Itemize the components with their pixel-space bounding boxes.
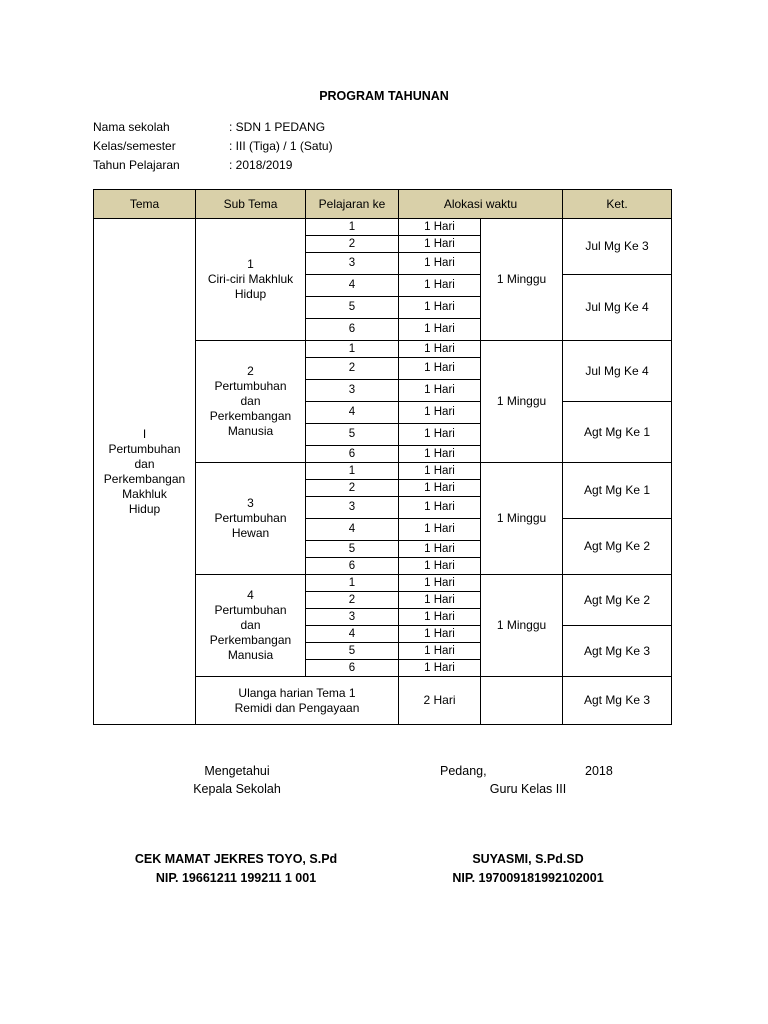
- cell-line: Manusia: [227, 648, 274, 662]
- lesson-number-cell: 1: [306, 463, 399, 480]
- duration-cell: 1 Hari: [399, 660, 481, 677]
- lesson-number-cell: 5: [306, 643, 399, 660]
- header-ket: Ket.: [563, 190, 672, 219]
- cell-line: Perkembangan: [209, 633, 292, 647]
- duration-cell: 1 Hari: [399, 402, 481, 424]
- ulangan-cell: [196, 677, 399, 725]
- allocation-cell: 1 Minggu: [481, 575, 563, 677]
- cell-line: Pertumbuhan: [214, 603, 287, 617]
- lesson-number-cell: 6: [306, 558, 399, 575]
- duration-cell: 1 Hari: [399, 446, 481, 463]
- cell-line: dan: [240, 394, 261, 408]
- info-label: Tahun Pelajaran: [93, 158, 180, 172]
- table-row: [94, 219, 672, 236]
- duration-cell: 1 Hari: [399, 541, 481, 558]
- duration-cell: 1 Hari: [399, 236, 481, 253]
- lesson-number-cell: 6: [306, 660, 399, 677]
- lesson-number-cell: 5: [306, 424, 399, 446]
- duration-cell: 1 Hari: [399, 358, 481, 380]
- ulangan-allocation-cell: [481, 677, 563, 725]
- ulangan-ket-cell: Agt Mg Ke 3: [563, 677, 672, 725]
- info-value: : 2018/2019: [229, 158, 293, 172]
- ulangan-duration-cell: 2 Hari: [399, 677, 481, 725]
- header-tema: Tema: [94, 190, 196, 219]
- lesson-number-cell: 1: [306, 341, 399, 358]
- lesson-number-cell: 1: [306, 575, 399, 592]
- cell-line: I: [142, 426, 147, 441]
- lesson-number-cell: 2: [306, 358, 399, 380]
- header-pelajaran-ke: Pelajaran ke: [306, 190, 399, 219]
- sig-left-name: CEK MAMAT JEKRES TOYO, S.Pd: [134, 852, 338, 866]
- header-sub-tema: Sub Tema: [196, 190, 306, 219]
- subtema-cell: [196, 341, 306, 463]
- duration-cell: 1 Hari: [399, 519, 481, 541]
- lesson-number-cell: 2: [306, 592, 399, 609]
- lesson-number-cell: 3: [306, 380, 399, 402]
- duration-cell: 1 Hari: [399, 341, 481, 358]
- duration-cell: 1 Hari: [399, 253, 481, 275]
- table-header-row: [94, 190, 672, 219]
- duration-cell: 1 Hari: [399, 609, 481, 626]
- cell-line: Manusia: [227, 424, 274, 438]
- duration-cell: 1 Hari: [399, 592, 481, 609]
- ket-cell: Jul Mg Ke 3: [563, 219, 672, 275]
- ket-cell: Agt Mg Ke 1: [563, 463, 672, 519]
- subtema-cell: [196, 463, 306, 575]
- lesson-number-cell: 4: [306, 626, 399, 643]
- ket-cell: Agt Mg Ke 3: [563, 626, 672, 677]
- duration-cell: 1 Hari: [399, 497, 481, 519]
- duration-cell: 1 Hari: [399, 297, 481, 319]
- lesson-number-cell: 4: [306, 519, 399, 541]
- duration-cell: 1 Hari: [399, 626, 481, 643]
- duration-cell: 1 Hari: [399, 380, 481, 402]
- cell-line: 4: [247, 588, 254, 602]
- cell-line: Pertumbuhan: [214, 379, 287, 393]
- ket-cell: Agt Mg Ke 1: [563, 402, 672, 463]
- lesson-number-cell: 1: [306, 219, 399, 236]
- tema-cell: [94, 219, 196, 725]
- sig-right-role: Guru Kelas III: [489, 782, 567, 796]
- lesson-number-cell: 6: [306, 319, 399, 341]
- sig-right-nip: NIP. 197009181992102001: [452, 871, 604, 885]
- lesson-number-cell: 2: [306, 236, 399, 253]
- cell-line: Hidup: [234, 287, 267, 301]
- cell-line: Hewan: [231, 526, 270, 540]
- lesson-number-cell: 5: [306, 541, 399, 558]
- lesson-number-cell: 2: [306, 480, 399, 497]
- lesson-number-cell: 3: [306, 253, 399, 275]
- cell-line: Makhluk: [122, 486, 167, 501]
- sig-right-year: 2018: [585, 764, 613, 778]
- cell-line: 3: [247, 496, 254, 510]
- subtema-cell: [196, 575, 306, 677]
- lesson-number-cell: 3: [306, 497, 399, 519]
- sig-right-place: Pedang,: [440, 764, 487, 778]
- duration-cell: 1 Hari: [399, 480, 481, 497]
- lesson-number-cell: 6: [306, 446, 399, 463]
- cell-line: Ciri-ciri Makhluk: [207, 272, 294, 286]
- lesson-number-cell: 4: [306, 275, 399, 297]
- allocation-cell: 1 Minggu: [481, 463, 563, 575]
- info-value: : III (Tiga) / 1 (Satu): [229, 139, 333, 153]
- info-value: : SDN 1 PEDANG: [229, 120, 326, 134]
- sig-left-nip: NIP. 19661211 199211 1 001: [155, 871, 317, 885]
- program-table: [93, 189, 672, 725]
- duration-cell: 1 Hari: [399, 319, 481, 341]
- ket-cell: Agt Mg Ke 2: [563, 575, 672, 626]
- duration-cell: 1 Hari: [399, 575, 481, 592]
- ket-cell: Jul Mg Ke 4: [563, 275, 672, 341]
- cell-line: Pertumbuhan: [214, 511, 287, 525]
- page-title: PROGRAM TAHUNAN: [319, 89, 449, 103]
- info-label: Kelas/semester: [93, 139, 176, 153]
- duration-cell: 1 Hari: [399, 275, 481, 297]
- subtema-cell: [196, 219, 306, 341]
- allocation-cell: 1 Minggu: [481, 219, 563, 341]
- cell-line: Remidi dan Pengayaan: [234, 700, 360, 715]
- duration-cell: 1 Hari: [399, 463, 481, 480]
- duration-cell: 1 Hari: [399, 219, 481, 236]
- cell-line: Perkembangan: [209, 409, 292, 423]
- cell-line: 1: [247, 257, 254, 271]
- ket-cell: Agt Mg Ke 2: [563, 519, 672, 575]
- sig-right-name: SUYASMI, S.Pd.SD: [472, 852, 584, 866]
- cell-line: dan: [240, 618, 261, 632]
- duration-cell: 1 Hari: [399, 643, 481, 660]
- sig-left-role: Kepala Sekolah: [193, 782, 281, 796]
- lesson-number-cell: 5: [306, 297, 399, 319]
- allocation-cell: 1 Minggu: [481, 341, 563, 463]
- duration-cell: 1 Hari: [399, 558, 481, 575]
- lesson-number-cell: 4: [306, 402, 399, 424]
- sig-left-mengetahui: Mengetahui: [204, 764, 270, 778]
- cell-line: Pertumbuhan: [108, 441, 181, 456]
- cell-line: 2: [247, 364, 254, 378]
- info-label: Nama sekolah: [93, 120, 170, 134]
- lesson-number-cell: 3: [306, 609, 399, 626]
- ket-cell: Jul Mg Ke 4: [563, 341, 672, 402]
- cell-line: Hidup: [128, 501, 161, 516]
- cell-line: Perkembangan: [103, 471, 186, 486]
- header-alokasi-waktu: Alokasi waktu: [399, 190, 563, 219]
- duration-cell: 1 Hari: [399, 424, 481, 446]
- cell-line: Ulanga harian Tema 1: [238, 685, 356, 700]
- cell-line: dan: [134, 456, 155, 471]
